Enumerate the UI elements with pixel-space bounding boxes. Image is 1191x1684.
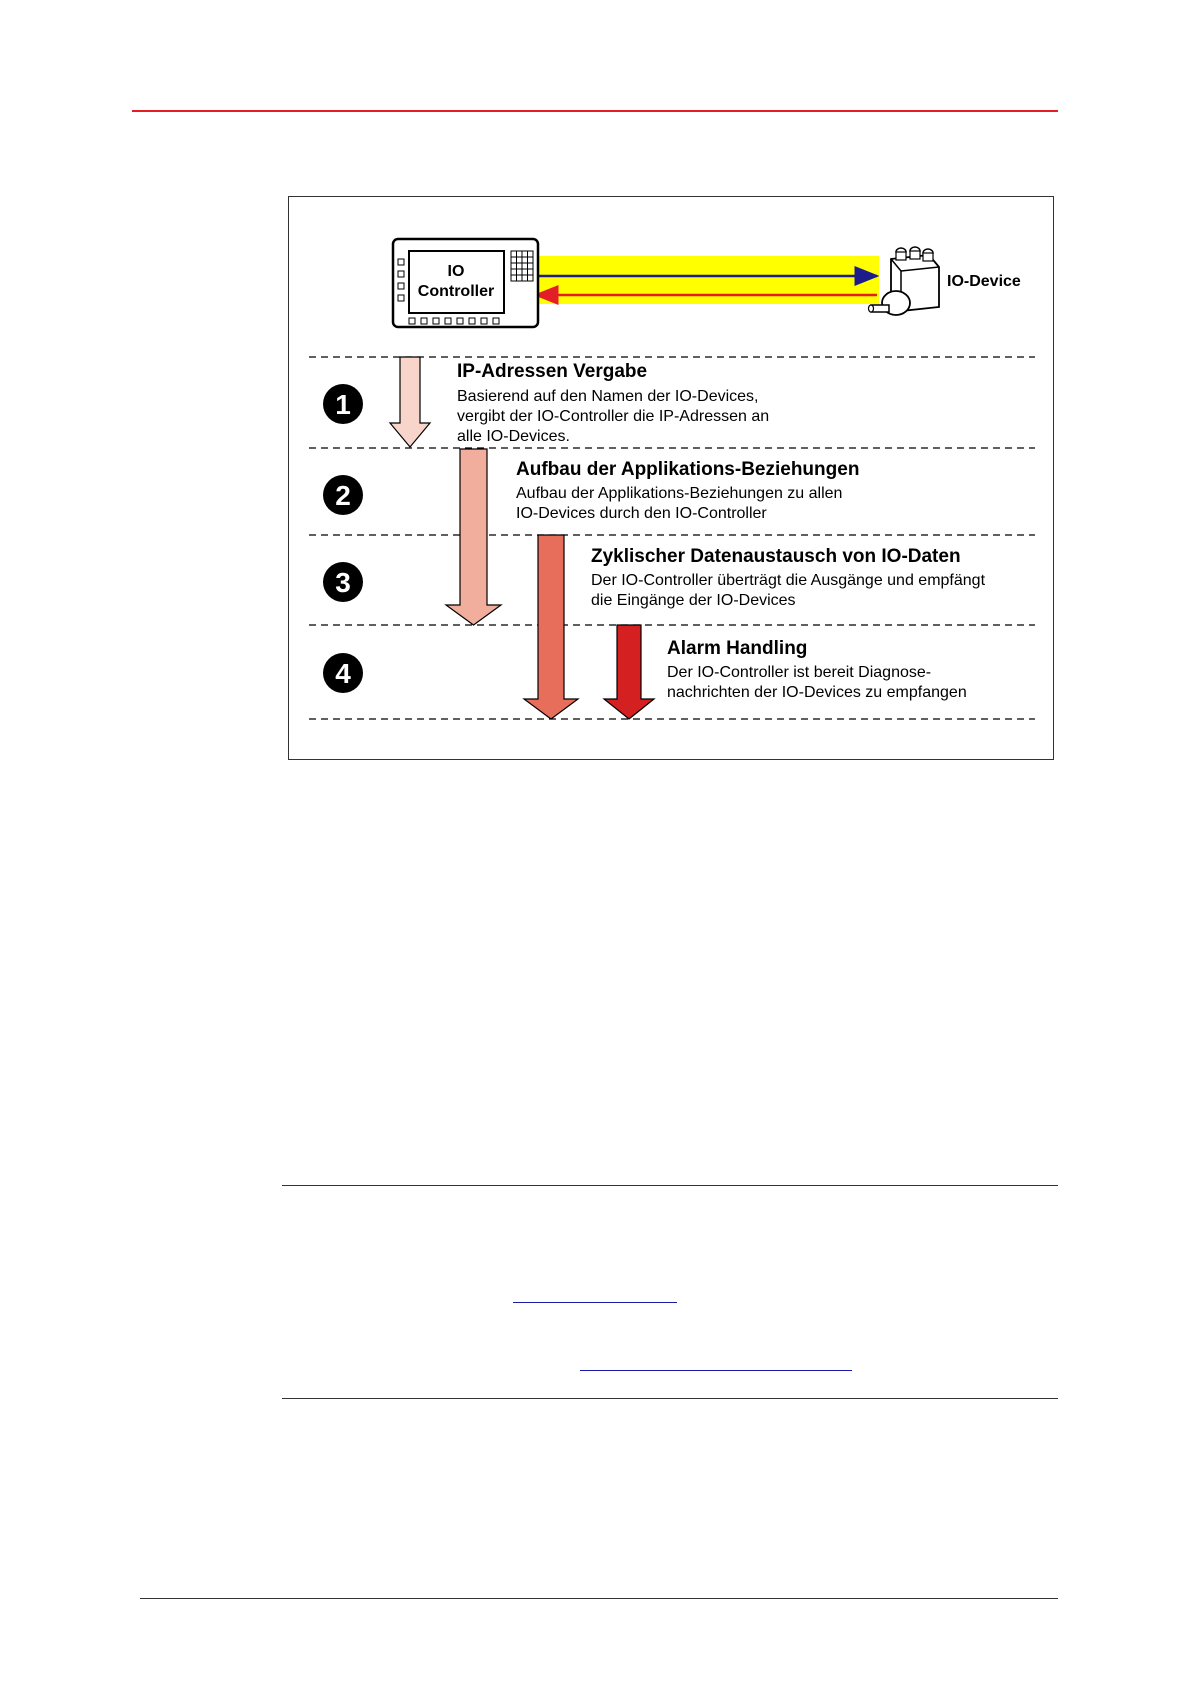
step4-line1: Der IO-Controller ist bereit Diagnose- bbox=[667, 664, 932, 681]
step3-line1: Der IO-Controller überträgt die Ausgänge und empfängt bbox=[591, 572, 986, 589]
step1-number: 1 bbox=[335, 389, 351, 420]
step2-title: Aufbau der Applikations-Beziehungen bbox=[516, 459, 860, 480]
step1-line2: vergibt der IO-Controller die IP-Adressen an bbox=[457, 408, 770, 425]
note-top-rule bbox=[282, 1185, 1058, 1186]
communication-band bbox=[534, 256, 879, 304]
link-underline-2[interactable] bbox=[580, 1370, 852, 1371]
step3-arrow bbox=[524, 535, 578, 719]
step4-line2: nachrichten der IO-Devices zu empfangen bbox=[667, 684, 967, 701]
step2-number: 2 bbox=[335, 480, 351, 511]
step2-line1: Aufbau der Applikations-Beziehungen zu allen bbox=[516, 485, 843, 502]
step1-line3: alle IO-Devices. bbox=[457, 428, 570, 445]
step2-line2: IO-Devices durch den IO-Controller bbox=[516, 505, 767, 522]
note-bottom-rule bbox=[282, 1398, 1058, 1399]
step2-arrow bbox=[446, 449, 501, 625]
step4-arrow bbox=[604, 625, 654, 719]
link-underline-1[interactable] bbox=[513, 1302, 677, 1303]
step1-line1: Basierend auf den Namen der IO-Devices, bbox=[457, 388, 759, 405]
step3-line2: die Eingänge der IO-Devices bbox=[591, 592, 796, 609]
controller-label-line2: Controller bbox=[417, 283, 495, 300]
device-label: IO-Device bbox=[947, 273, 1021, 290]
startup-sequence-diagram bbox=[289, 197, 1055, 761]
step4-number: 4 bbox=[335, 658, 351, 689]
io-device-icon bbox=[869, 247, 940, 315]
step3-number: 3 bbox=[335, 567, 351, 598]
step1-title: IP-Adressen Vergabe bbox=[457, 361, 648, 382]
controller-label-line1: IO bbox=[447, 263, 465, 280]
header-rule bbox=[132, 110, 1058, 112]
footer-rule bbox=[140, 1598, 1058, 1599]
step1-arrow bbox=[390, 357, 430, 447]
step4-title: Alarm Handling bbox=[667, 638, 808, 659]
step3-title: Zyklischer Datenaustausch von IO-Daten bbox=[591, 546, 961, 567]
profinet-startup-figure bbox=[288, 196, 1054, 760]
